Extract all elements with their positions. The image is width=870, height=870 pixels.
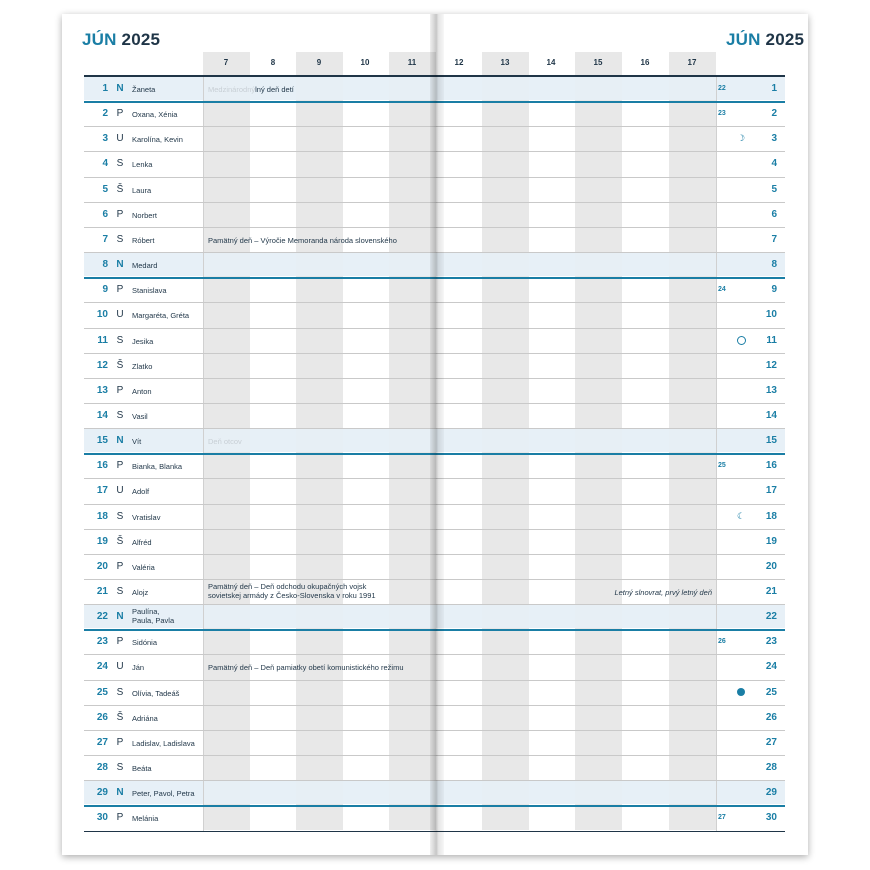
hour-header: 8: [270, 58, 276, 67]
day-of-week: N: [116, 435, 124, 447]
day-of-week: N: [116, 787, 124, 799]
name-day: [132, 236, 204, 245]
name-day-line: Vít: [132, 437, 142, 447]
name-day: [132, 211, 204, 220]
name-day-line: Alojz: [132, 588, 149, 597]
event-faded-text: Medzinárodný: [208, 85, 256, 94]
event-line: Pamätný deň – Výročie Memoranda národa slovenského: [208, 235, 397, 245]
name-day: [132, 739, 204, 748]
day-row[interactable]: [84, 504, 785, 529]
day-number-right: 28: [765, 762, 777, 774]
day-row[interactable]: [84, 227, 785, 252]
day-row[interactable]: [84, 328, 785, 353]
month-title-left: [82, 30, 160, 50]
name-day: [132, 85, 204, 94]
name-day-line: Vasil: [132, 411, 148, 421]
hour-header: 15: [593, 58, 603, 67]
name-day-line: Karolína, Kevin: [132, 135, 183, 145]
month-name-left: JÚN: [82, 30, 117, 49]
name-day-line: Bianka, Blanka: [132, 462, 183, 472]
month-title-right: [726, 30, 804, 50]
day-of-week: S: [116, 334, 124, 346]
name-day: [132, 362, 204, 371]
hour-header: 10: [360, 58, 370, 67]
name-day: [132, 563, 204, 572]
day-row[interactable]: [84, 554, 785, 579]
week-number: 23: [718, 110, 726, 118]
name-day: [132, 513, 204, 522]
event-text: [208, 85, 294, 94]
day-number-right: 7: [771, 233, 777, 245]
event-text: [208, 437, 242, 446]
day-row[interactable]: [84, 126, 785, 151]
name-day: [132, 261, 204, 270]
new-moon-icon: [737, 688, 745, 696]
hour-header: 12: [454, 58, 464, 67]
day-number: 16: [96, 460, 108, 472]
day-number: 3: [102, 133, 108, 145]
day-number: 30: [96, 812, 108, 824]
name-day-line: Stanislava: [132, 286, 167, 296]
day-of-week: P: [116, 560, 124, 572]
name-day: [132, 663, 204, 672]
day-of-week: Š: [116, 359, 124, 371]
day-row[interactable]: [84, 353, 785, 378]
day-row[interactable]: [84, 478, 785, 503]
event-line: lný deň detí: [255, 85, 294, 94]
day-number: 26: [96, 711, 108, 723]
name-day: [132, 110, 204, 119]
name-day: [132, 160, 204, 169]
day-number-right: 1: [771, 83, 777, 94]
name-day-line: Beáta: [132, 764, 152, 774]
week-number: 26: [718, 638, 726, 646]
day-number: 24: [96, 661, 108, 673]
day-number: 10: [96, 309, 108, 321]
day-of-week: U: [116, 309, 124, 321]
day-row[interactable]: [84, 101, 785, 126]
name-day: [132, 135, 204, 144]
event-line: sovietskej armády z Česko-Slovenska v roku 1991: [208, 591, 376, 600]
day-of-week: S: [116, 409, 124, 421]
name-day: [132, 337, 204, 346]
day-number-right: 8: [771, 259, 777, 271]
day-row[interactable]: [84, 177, 785, 202]
event-text: [208, 582, 376, 600]
day-number-right: 26: [765, 711, 777, 723]
day-number-right: 21: [765, 586, 777, 597]
day-number: 2: [102, 108, 108, 120]
day-row[interactable]: [84, 252, 785, 277]
day-of-week: P: [116, 108, 124, 120]
name-day-line: Olívia, Tadeáš: [132, 688, 180, 698]
day-number-right: 18: [765, 510, 777, 522]
day-number-right: 25: [765, 686, 777, 698]
row-divider: [84, 831, 785, 833]
day-of-week: S: [116, 762, 124, 774]
name-day-line: Valéria: [132, 562, 155, 572]
day-of-week: S: [116, 686, 124, 698]
day-number-right: 23: [765, 636, 777, 648]
day-number: 14: [96, 409, 108, 421]
name-day-line: Norbert: [132, 210, 158, 220]
event-faded-text: Deň otcov: [208, 437, 242, 447]
name-day: [132, 638, 204, 647]
name-day-line: Sidónia: [132, 638, 158, 648]
name-day: [132, 412, 204, 421]
day-of-week: P: [116, 736, 124, 748]
day-number-right: 14: [765, 409, 777, 421]
name-day: [132, 538, 204, 547]
event-right-text: Letný slnovrat, prvý letný deň: [614, 588, 712, 597]
day-row[interactable]: [84, 428, 785, 453]
name-day-line: Adriána: [132, 713, 158, 723]
name-day: [132, 437, 204, 446]
day-number-right: 27: [765, 736, 777, 748]
day-number-right: 2: [771, 108, 777, 120]
day-number-right: 9: [771, 284, 777, 296]
day-number: 25: [96, 686, 108, 698]
day-number: 29: [96, 787, 108, 799]
day-of-week: S: [116, 510, 124, 522]
day-number-right: 17: [765, 485, 777, 497]
day-of-week: U: [116, 485, 124, 497]
event-text: [208, 663, 404, 672]
full-moon-icon: [737, 336, 746, 345]
day-of-week: P: [116, 284, 124, 296]
week-number: 25: [718, 462, 726, 470]
name-day: [132, 689, 204, 698]
day-number: 22: [96, 611, 108, 623]
name-day: [132, 607, 204, 625]
day-number-right: 19: [765, 535, 777, 547]
name-day: [132, 714, 204, 723]
name-day: [132, 588, 204, 597]
name-day: [132, 462, 204, 471]
day-row[interactable]: [84, 579, 785, 604]
day-row[interactable]: [84, 403, 785, 428]
day-row[interactable]: [84, 680, 785, 705]
day-row[interactable]: [84, 705, 785, 730]
day-number: 4: [102, 158, 108, 170]
name-day-line: Anton: [132, 386, 152, 396]
day-number-right: 24: [765, 661, 777, 673]
name-day: [132, 487, 204, 496]
day-number: 20: [96, 560, 108, 572]
name-day-line: Paula, Pavla: [132, 616, 175, 626]
day-number-right: 10: [765, 309, 777, 321]
week-number: 24: [718, 286, 726, 294]
day-of-week: U: [116, 661, 124, 673]
day-row[interactable]: [84, 805, 785, 830]
day-of-week: N: [116, 83, 124, 94]
day-number: 8: [102, 259, 108, 271]
day-number: 11: [97, 334, 108, 346]
day-number: 7: [102, 233, 108, 245]
day-number: 18: [96, 510, 108, 522]
day-number: 23: [96, 636, 108, 648]
name-day-line: Róbert: [132, 235, 155, 245]
day-row[interactable]: [84, 730, 785, 755]
day-of-week: P: [116, 384, 124, 396]
day-row[interactable]: [84, 151, 785, 176]
day-number: 17: [96, 485, 108, 497]
day-of-week: P: [116, 636, 124, 648]
year-left: 2025: [121, 30, 161, 49]
name-day: [132, 186, 204, 195]
name-day-line: Zlatko: [132, 361, 153, 371]
day-number-right: 13: [765, 384, 777, 396]
day-number: 13: [96, 384, 108, 396]
event-line: Pamätný deň – Deň pamiatky obetí komunistického režimu: [208, 663, 404, 673]
hour-header: 16: [640, 58, 650, 67]
day-row[interactable]: [84, 629, 785, 654]
day-row[interactable]: [84, 277, 785, 302]
hour-header: 13: [500, 58, 510, 67]
hour-header: 17: [687, 58, 697, 67]
name-day-line: Ladislav, Ladislava: [132, 738, 195, 748]
day-number: 12: [96, 359, 108, 371]
day-number-right: 4: [771, 158, 777, 170]
first-quarter-icon: ☽: [736, 133, 746, 144]
name-day-line: Peter, Pavol, Petra: [132, 789, 195, 799]
year-right: 2025: [765, 30, 805, 49]
name-day-line: Laura: [132, 185, 152, 195]
day-row[interactable]: [84, 302, 785, 327]
name-day: [132, 764, 204, 773]
name-day-line: Jesika: [132, 336, 154, 346]
day-number: 28: [96, 762, 108, 774]
name-day-line: Lenka: [132, 160, 153, 170]
day-number: 5: [102, 183, 108, 195]
name-day: [132, 814, 204, 823]
day-number-right: 12: [765, 359, 777, 371]
day-row[interactable]: [84, 76, 785, 101]
day-number-right: 15: [765, 435, 777, 447]
day-of-week: S: [116, 158, 124, 170]
day-number: 21: [96, 586, 108, 597]
day-row[interactable]: [84, 529, 785, 554]
day-row[interactable]: [84, 453, 785, 478]
day-number-right: 29: [765, 787, 777, 799]
name-day-line: Alfréd: [132, 537, 152, 547]
day-row[interactable]: [84, 202, 785, 227]
day-of-week: U: [116, 133, 124, 145]
day-number-right: 3: [771, 133, 777, 145]
last-quarter-icon: ☾: [736, 510, 746, 521]
hour-header: 11: [407, 58, 417, 67]
day-of-week: P: [116, 812, 124, 824]
day-row[interactable]: [84, 654, 785, 679]
day-number-right: 16: [765, 460, 777, 472]
day-of-week: S: [116, 586, 124, 597]
day-number: 15: [96, 435, 108, 447]
day-number: 27: [96, 736, 108, 748]
name-day-line: Oxana, Xénia: [132, 110, 178, 120]
name-day-line: Žaneta: [132, 85, 156, 94]
name-day-line: Medard: [132, 261, 158, 271]
name-day-line: Ján: [132, 663, 145, 673]
name-day-line: Margaréta, Gréta: [132, 311, 190, 321]
hour-header: 7: [223, 58, 229, 67]
name-day: [132, 387, 204, 396]
day-of-week: P: [116, 460, 124, 472]
day-row[interactable]: [84, 378, 785, 403]
event-text: [208, 236, 397, 245]
event-line: Pamätný deň – Deň odchodu okupačných vojsk: [208, 582, 367, 591]
name-day-line: Vratislav: [132, 512, 161, 522]
day-number-right: 11: [766, 334, 777, 346]
month-name-right: JÚN: [726, 30, 761, 49]
day-of-week: N: [116, 611, 124, 623]
name-day: [132, 311, 204, 320]
day-number: 9: [102, 284, 108, 296]
name-day-line: Adolf: [132, 487, 150, 497]
name-day-line: Melánia: [132, 814, 159, 824]
day-number-right: 20: [765, 560, 777, 572]
day-row[interactable]: [84, 604, 785, 629]
day-number-right: 22: [765, 611, 777, 623]
name-day-line: Paulína,: [132, 607, 160, 617]
day-number: 1: [102, 83, 108, 94]
day-of-week: Š: [116, 535, 124, 547]
day-number: 6: [102, 208, 108, 220]
day-row[interactable]: [84, 780, 785, 805]
day-number: 19: [96, 535, 108, 547]
day-of-week: Š: [116, 183, 124, 195]
week-number: 22: [718, 85, 726, 92]
day-number-right: 30: [765, 812, 777, 824]
hour-header: 9: [316, 58, 322, 67]
name-day: [132, 286, 204, 295]
day-number-right: 6: [771, 208, 777, 220]
week-number: 27: [718, 814, 726, 822]
hour-header: 14: [546, 58, 556, 67]
name-day: [132, 789, 204, 798]
day-of-week: N: [116, 259, 124, 271]
day-of-week: P: [116, 208, 124, 220]
day-of-week: Š: [116, 711, 124, 723]
day-row[interactable]: [84, 755, 785, 780]
day-of-week: S: [116, 233, 124, 245]
day-number-right: 5: [771, 183, 777, 195]
